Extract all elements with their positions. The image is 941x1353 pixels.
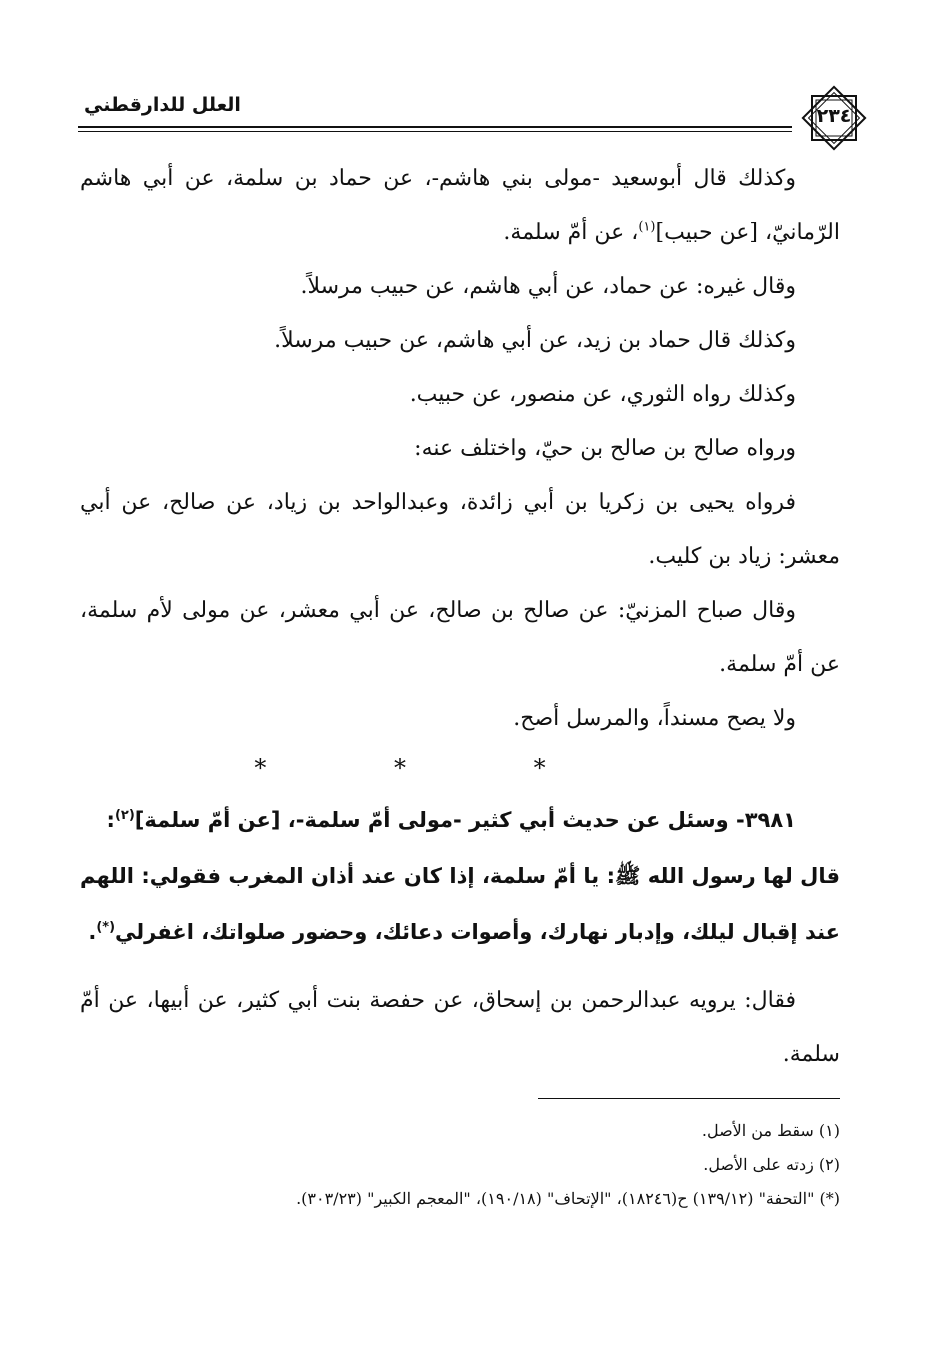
- page-number: ٢٣٤: [816, 105, 852, 127]
- hadith-heading-text: ٣٩٨١- وسئل عن حديث أبي كثير -مولى أمّ سلمة-، [عن أمّ سلمة]: [134, 808, 796, 832]
- footnote-rule: [538, 1098, 840, 1099]
- page-header: [70, 82, 870, 154]
- paragraph: وكذلك قال حماد بن زيد، عن أبي هاشم، عن حبيب مرسلاً.: [274, 328, 796, 353]
- hadith-heading: [80, 792, 840, 848]
- footnote-ref: (*): [96, 920, 116, 935]
- hadith-text: [80, 848, 840, 960]
- header-rule-thin: [78, 131, 792, 132]
- section-separator: * * *: [254, 754, 606, 782]
- paragraph: وقال غيره: عن حماد، عن أبي هاشم، عن حبيب مرسلاً.: [300, 274, 796, 299]
- footnote-ref: (١): [638, 219, 656, 235]
- hadith-heading-text: :: [106, 808, 115, 832]
- paragraph: فرواه يحيى بن زكريا بن أبي زائدة، وعبدالواحد بن زياد، عن صالح، عن أبي معشر: زياد بن كليب.: [80, 490, 840, 569]
- paragraph: ورواه صالح بن صالح بن حيّ، واختلف عنه:: [414, 436, 796, 461]
- footnote: (*) "التحفة" (١٣٩/١٢) ح(١٨٢٤٦)، "الإتحاف" (١٩٠/١٨)، "المعجم الكبير" (٣٠٣/٢٣).: [296, 1189, 840, 1208]
- paragraph-text: وكذلك قال أبوسعيد -مولى بني هاشم-، عن حماد بن سلمة، عن أبي هاشم الرّمانيّ، [عن حبيب]: [80, 166, 840, 245]
- paragraph: وقال صباح المزنيّ: عن صالح بن صالح، عن أبي معشر، عن مولى لأم سلمة، عن أمّ سلمة.: [80, 598, 840, 677]
- footnotes: [80, 1116, 840, 1218]
- header-rule: [78, 126, 792, 128]
- paragraph: فقال: يرويه عبدالرحمن بن إسحاق، عن حفصة بنت أبي كثير، عن أبيها، عن أمّ سلمة.: [80, 988, 840, 1067]
- running-title: العلل للدارقطني: [84, 94, 241, 116]
- hadith-body: قال لها رسول الله ﷺ: يا أمّ سلمة، إذا كان عند أذان المغرب فقولي: اللهم عند إقبال ليلك، وإدبار نهارك، وأصوات دعائك، وحضور صلواتك، اغفرلي: [80, 864, 840, 944]
- hadith-body: .: [88, 920, 97, 944]
- footnote-ref: (٢): [114, 808, 135, 823]
- paragraph-text: ، عن أمّ سلمة.: [503, 220, 639, 245]
- paragraph: وكذلك رواه الثوري، عن منصور، عن حبيب.: [409, 382, 796, 407]
- footnote: (٢) زدته على الأصل.: [703, 1155, 840, 1174]
- page-number-badge: [798, 82, 870, 154]
- paragraph: [80, 152, 840, 260]
- footnote: (١) سقط من الأصل.: [701, 1121, 840, 1140]
- main-text: [80, 152, 840, 1082]
- paragraph: ولا يصح مسنداً، والمرسل أصح.: [513, 706, 796, 731]
